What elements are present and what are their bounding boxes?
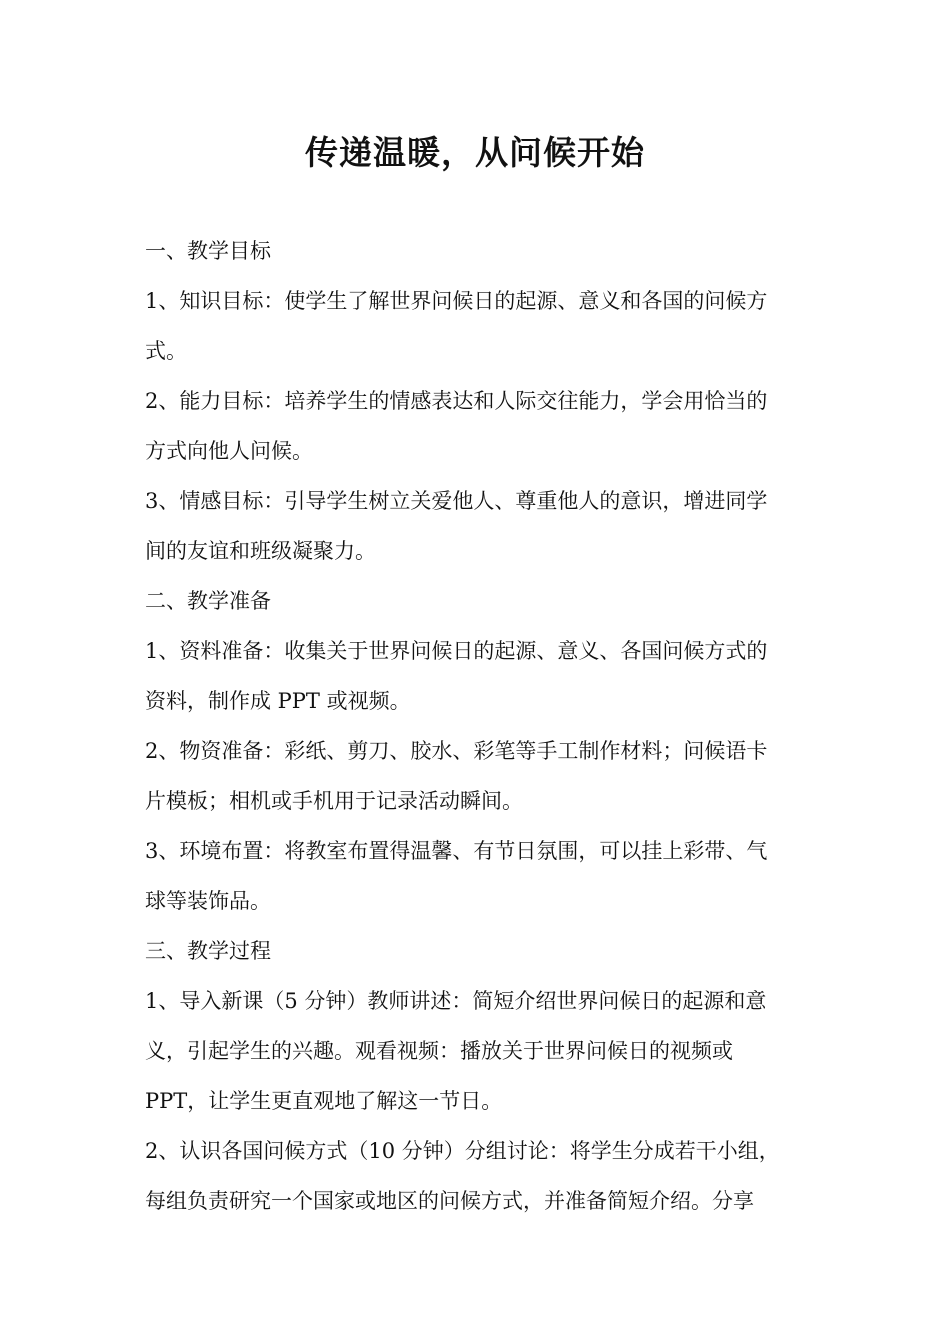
text-line: 2、认识各国问候方式（10 分钟）分组讨论：将学生分成若干小组，	[145, 1139, 780, 1163]
text-line: 间的友谊和班级凝聚力。	[145, 539, 376, 563]
text-line: 1、资料准备：收集关于世界问候日的起源、意义、各国问候方式的	[145, 639, 768, 663]
text-line: 每组负责研究一个国家或地区的问候方式，并准备简短介绍。分享	[145, 1189, 754, 1213]
text-line: 资料，制作成 PPT 或视频。	[145, 689, 411, 713]
document-title: 传递温暖，从问候开始	[305, 133, 645, 172]
text-line: 2、能力目标：培养学生的情感表达和人际交往能力，学会用恰当的	[145, 389, 768, 413]
text-line: 3、环境布置：将教室布置得温馨、有节日氛围，可以挂上彩带、气	[145, 839, 768, 863]
section-heading-objectives: 一、教学目标	[145, 239, 271, 263]
text-line: 方式向他人问候。	[145, 439, 313, 463]
text-line: 1、知识目标：使学生了解世界问候日的起源、意义和各国的问候方	[145, 289, 768, 313]
section-heading-process: 三、教学过程	[145, 939, 271, 963]
text-line: 片模板；相机或手机用于记录活动瞬间。	[145, 789, 523, 813]
document-body	[145, 226, 813, 1226]
section-heading-preparation: 二、教学准备	[145, 589, 271, 613]
text-line: PPT，让学生更直观地了解这一节日。	[145, 1089, 503, 1113]
text-line: 球等装饰品。	[145, 889, 271, 913]
text-line: 式。	[145, 339, 187, 363]
text-line: 2、物资准备：彩纸、剪刀、胶水、彩笔等手工制作材料；问候语卡	[145, 739, 768, 763]
text-line: 1、导入新课（5 分钟）教师讲述：简短介绍世界问候日的起源和意	[145, 989, 767, 1013]
text-line: 义，引起学生的兴趣。观看视频：播放关于世界问候日的视频或	[145, 1039, 733, 1063]
text-line: 3、情感目标：引导学生树立关爱他人、尊重他人的意识，增进同学	[145, 489, 768, 513]
